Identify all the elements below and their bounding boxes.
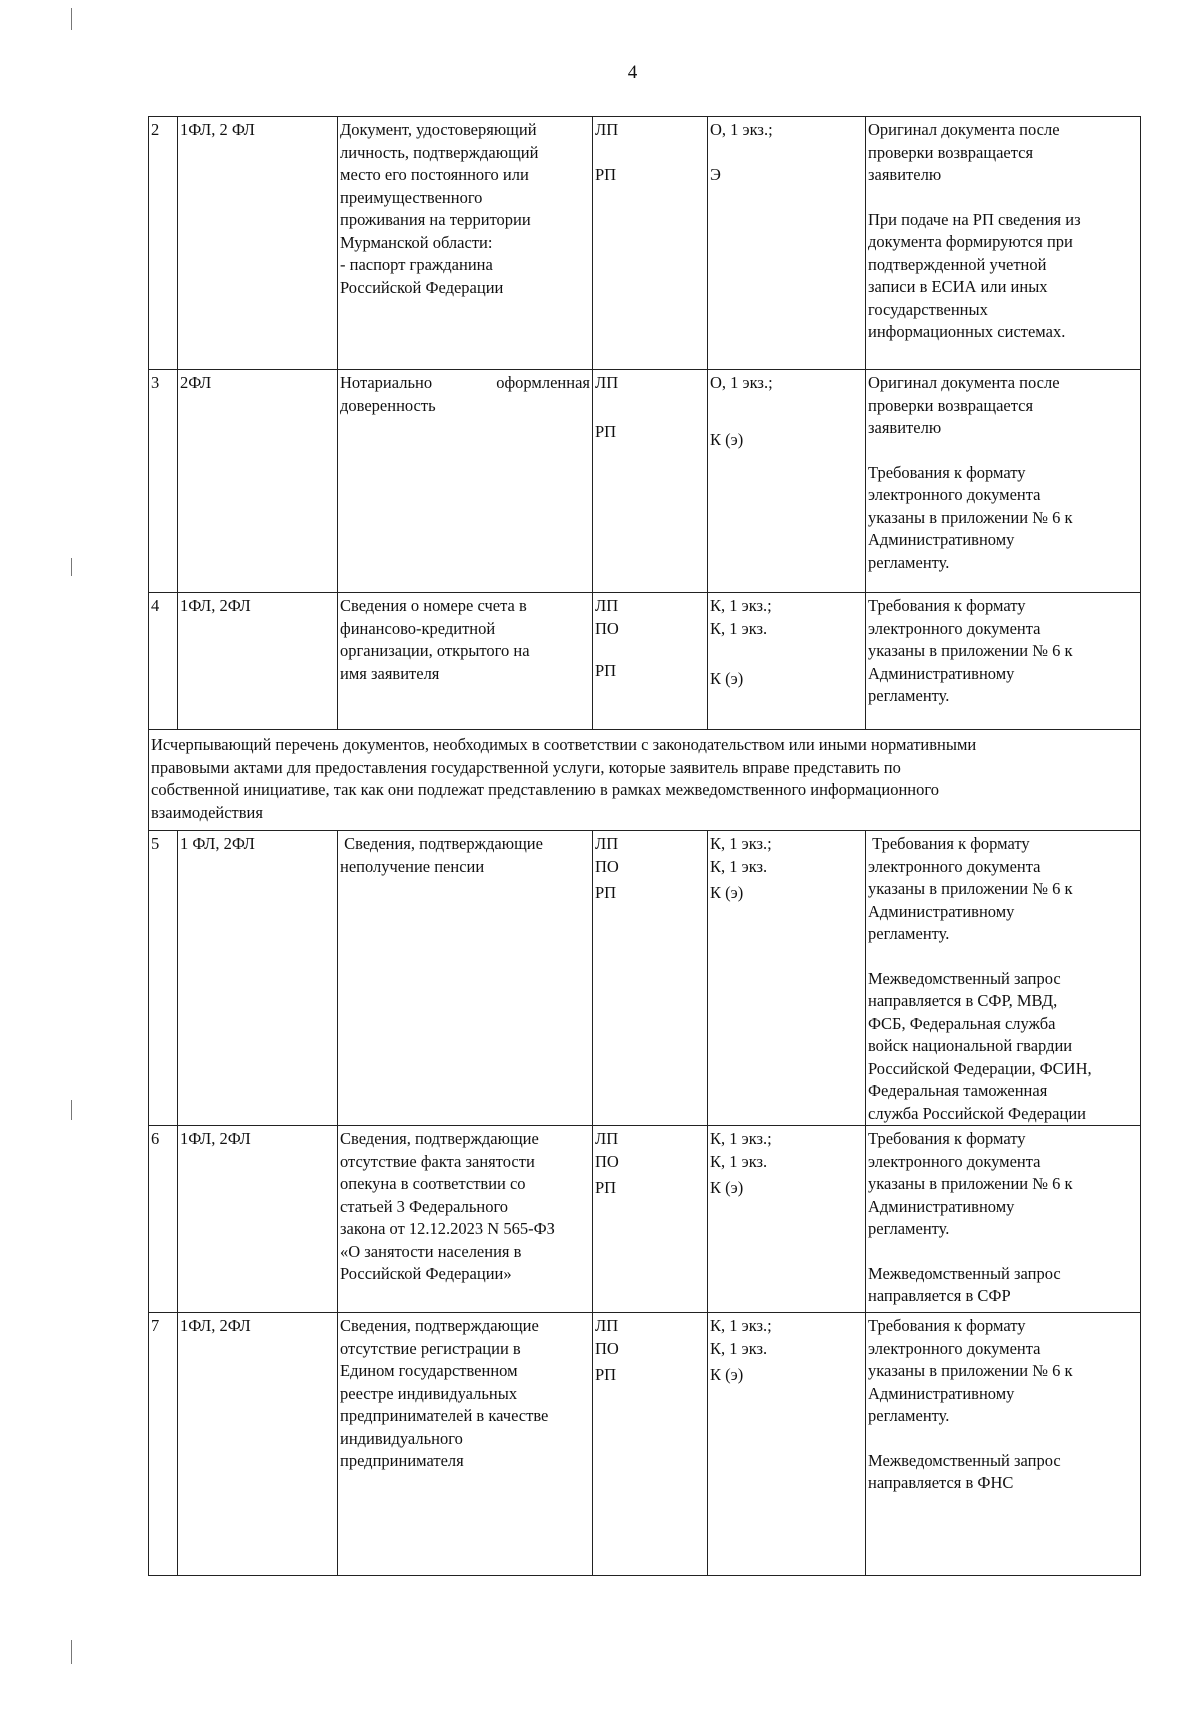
document-line: проживания на территории (340, 210, 531, 229)
document-line: место его постоянного или (340, 165, 529, 184)
scan-edge-mark (71, 8, 72, 30)
channel-code: РП (595, 1365, 617, 1384)
channel-cell (593, 117, 708, 370)
document-line: опекуна в соответствии со (340, 1174, 526, 1193)
document-line: Сведения о номере счета в (340, 596, 527, 615)
form-cell (708, 1126, 866, 1313)
document-line: личность, подтверждающий (340, 142, 539, 162)
row-number: 5 (151, 834, 160, 853)
row-number-cell (149, 370, 178, 593)
form-value: К (э) (710, 883, 744, 902)
note-line: направляется в СФР, МВД, (868, 991, 1058, 1010)
channel-code: ЛП (595, 834, 619, 853)
note-line: Административному (868, 663, 1015, 683)
note-line: электронного документа (868, 485, 1041, 504)
row-number: 7 (151, 1316, 160, 1335)
section-heading-line: собственной инициативе, так как они подлежат представлению в рамках межведомственного информационного (151, 780, 939, 799)
document-line: отсутствие факта занятости (340, 1151, 535, 1171)
table-row (149, 593, 1141, 730)
form-value: К (э) (710, 669, 744, 688)
note-line: информационных системах. (868, 322, 1066, 341)
form-value: К, 1 экз.; (710, 1129, 772, 1148)
note-line: заявителю (868, 418, 942, 437)
form-value: К (э) (710, 1178, 744, 1197)
form-cell (708, 370, 866, 593)
document-line: Российской Федерации» (340, 1264, 512, 1283)
documents-table (148, 116, 1141, 1576)
channel-code: ЛП (595, 1129, 619, 1148)
row-number: 2 (151, 120, 160, 139)
note-line: направляется в СФР (868, 1286, 1011, 1305)
note-line: Требования к формату (868, 834, 1030, 853)
document-cell (338, 117, 593, 370)
row-number-cell (149, 831, 178, 1126)
document-line (340, 372, 592, 395)
note-line: электронного документа (868, 856, 1041, 876)
document-line: Сведения, подтверждающие (340, 1316, 539, 1335)
form-cell (708, 117, 866, 370)
channel-cell (593, 1126, 708, 1313)
note-line: проверки возвращается (868, 395, 1034, 415)
section-heading-line: Исчерпывающий перечень документов, необходимых в соответствии с законодательством или иными нормативными (151, 735, 977, 754)
channel-code: ЛП (595, 1316, 619, 1335)
note-line: Оригинал документа после (868, 373, 1060, 392)
document-line: имя заявителя (340, 663, 440, 683)
note-line: Административному (868, 1383, 1015, 1403)
note-cell (866, 831, 1141, 1126)
section-heading-line: правовыми актами для предоставления государственной услуги, которые заявитель вправе представить по (151, 757, 901, 777)
document-cell (338, 593, 593, 730)
document-line: Документ, удостоверяющий (340, 120, 537, 139)
document-line: статьей 3 Федерального (340, 1196, 509, 1216)
table-row (149, 831, 1141, 1126)
document-cell (338, 831, 593, 1126)
table-row (149, 370, 1141, 593)
note-line: Требования к формату (868, 1129, 1026, 1148)
note-line: регламенту. (868, 552, 950, 572)
form-value: К (э) (710, 1365, 744, 1384)
applicant-category: 1ФЛ, 2ФЛ (180, 596, 251, 615)
channel-code: РП (595, 164, 617, 184)
form-value: К, 1 экз.; (710, 596, 772, 615)
document-line: Едином государственном (340, 1361, 518, 1380)
note-line: указаны в приложении № 6 к (868, 507, 1073, 527)
table-row (149, 1313, 1141, 1576)
note-line: Межведомственный запрос (868, 968, 1061, 988)
channel-code: РП (595, 661, 617, 680)
document-line: доверенность (340, 395, 436, 415)
note-line: государственных (868, 299, 988, 319)
note-cell (866, 370, 1141, 593)
note-line: проверки возвращается (868, 142, 1034, 162)
row-number-cell (149, 593, 178, 730)
channel-code: ПО (595, 1151, 619, 1171)
document-line: финансово-кредитной (340, 618, 496, 638)
document-line: Сведения, подтверждающие (340, 1129, 539, 1148)
applicant-category: 1ФЛ, 2ФЛ (180, 1129, 251, 1148)
note-cell (866, 593, 1141, 730)
applicant-category: 2ФЛ (180, 373, 212, 392)
note-line: заявителю (868, 165, 942, 184)
document-line: отсутствие регистрации в (340, 1338, 521, 1358)
form-value: О, 1 экз.; (710, 373, 773, 392)
section-heading-row (149, 730, 1141, 831)
document-cell (338, 1313, 593, 1576)
document-line: Мурманской области: (340, 232, 493, 252)
document-line: предпринимателей в качестве (340, 1406, 549, 1425)
scan-edge-mark (71, 558, 72, 576)
channel-cell (593, 831, 708, 1126)
document-line: неполучение пенсии (340, 856, 485, 876)
section-heading (149, 730, 1141, 831)
note-line: Межведомственный запрос (868, 1450, 1061, 1470)
note-line: электронного документа (868, 618, 1041, 638)
note-line: Межведомственный запрос (868, 1263, 1061, 1283)
note-line: указаны в приложении № 6 к (868, 1174, 1073, 1193)
document-line: предпринимателя (340, 1451, 464, 1470)
note-line: Административному (868, 901, 1015, 921)
note-line: Требования к формату (868, 596, 1026, 615)
note-line: Требования к формату (868, 1316, 1026, 1335)
channel-cell (593, 593, 708, 730)
form-value: К, 1 экз. (710, 618, 768, 638)
note-line: Административному (868, 530, 1015, 549)
channel-cell (593, 1313, 708, 1576)
note-line: регламенту. (868, 924, 950, 943)
channel-code: ЛП (595, 373, 619, 392)
applicant-category: 1 ФЛ, 2ФЛ (180, 834, 255, 853)
channel-code: РП (595, 421, 617, 441)
form-value: К, 1 экз. (710, 856, 768, 876)
form-value: Э (710, 164, 721, 184)
document-line: закона от 12.12.2023 N 565-ФЗ (340, 1219, 555, 1238)
note-line: указаны в приложении № 6 к (868, 1361, 1073, 1380)
document-word: Нотариально (340, 373, 433, 392)
row-number: 3 (151, 373, 160, 392)
note-cell (866, 117, 1141, 370)
note-line: записи в ЕСИА или иных (868, 277, 1048, 296)
document-line: организации, открытого на (340, 641, 530, 660)
form-cell (708, 1313, 866, 1576)
scan-edge-mark (71, 1640, 72, 1664)
document-cell (338, 370, 593, 593)
note-line: регламенту. (868, 1219, 950, 1238)
applicant-cell (178, 593, 338, 730)
form-value: К, 1 экз. (710, 1151, 768, 1171)
note-line: служба Российской Федерации (868, 1103, 1086, 1123)
channel-code: РП (595, 883, 617, 902)
applicant-category: 1ФЛ, 2 ФЛ (180, 120, 255, 139)
row-number-cell (149, 1126, 178, 1313)
row-number-cell (149, 117, 178, 370)
table-row (149, 1126, 1141, 1313)
note-line: указаны в приложении № 6 к (868, 879, 1073, 898)
channel-code: ПО (595, 856, 619, 876)
note-line: направляется в ФНС (868, 1473, 1014, 1492)
form-value: О, 1 экз.; (710, 120, 773, 139)
applicant-cell (178, 370, 338, 593)
note-cell (866, 1313, 1141, 1576)
note-line: Административному (868, 1196, 1015, 1216)
note-line: ФСБ, Федеральная служба (868, 1013, 1056, 1033)
channel-code: ЛП (595, 120, 619, 139)
scan-edge-mark (71, 1100, 72, 1120)
section-heading-line: взаимодействия (151, 802, 263, 822)
document-line: преимущественного (340, 187, 483, 207)
document-line: Сведения, подтверждающие (340, 834, 543, 853)
document-line: индивидуального (340, 1428, 463, 1448)
note-line: Оригинал документа после (868, 120, 1060, 139)
channel-code: РП (595, 1178, 617, 1197)
document-line: «О занятости населения в (340, 1241, 522, 1261)
applicant-cell (178, 1126, 338, 1313)
channel-code: ЛП (595, 596, 619, 615)
channel-cell (593, 370, 708, 593)
table-row (149, 117, 1141, 370)
row-number: 6 (151, 1129, 160, 1148)
form-cell (708, 831, 866, 1126)
note-line: регламенту. (868, 686, 950, 705)
note-line: Российской Федерации, ФСИН, (868, 1058, 1092, 1078)
note-line: электронного документа (868, 1338, 1041, 1358)
form-value: К, 1 экз. (710, 1338, 768, 1358)
row-number-cell (149, 1313, 178, 1576)
note-line: подтвержденной учетной (868, 254, 1047, 274)
document-word: оформленная (496, 373, 590, 392)
row-number: 4 (151, 596, 160, 615)
document-line: - паспорт гражданина (340, 255, 493, 274)
document-line: Российской Федерации (340, 277, 504, 297)
note-line: указаны в приложении № 6 к (868, 641, 1073, 660)
note-line: регламенту. (868, 1406, 950, 1425)
channel-code: ПО (595, 618, 619, 638)
applicant-category: 1ФЛ, 2ФЛ (180, 1316, 251, 1335)
applicant-cell (178, 1313, 338, 1576)
channel-code: ПО (595, 1338, 619, 1358)
applicant-cell (178, 117, 338, 370)
document-cell (338, 1126, 593, 1313)
note-line: При подаче на РП сведения из (868, 209, 1081, 229)
note-line: Требования к формату (868, 462, 1026, 482)
form-value: К, 1 экз.; (710, 1316, 772, 1335)
page-number: 4 (627, 62, 638, 83)
form-value: К (э) (710, 429, 744, 449)
document-line: реестре индивидуальных (340, 1383, 518, 1403)
form-cell (708, 593, 866, 730)
note-line: документа формируются при (868, 232, 1073, 251)
note-line: электронного документа (868, 1151, 1041, 1171)
applicant-cell (178, 831, 338, 1126)
note-line: войск национальной гвардии (868, 1036, 1073, 1055)
form-value: К, 1 экз.; (710, 834, 772, 853)
note-line: Федеральная таможенная (868, 1081, 1048, 1100)
note-cell (866, 1126, 1141, 1313)
